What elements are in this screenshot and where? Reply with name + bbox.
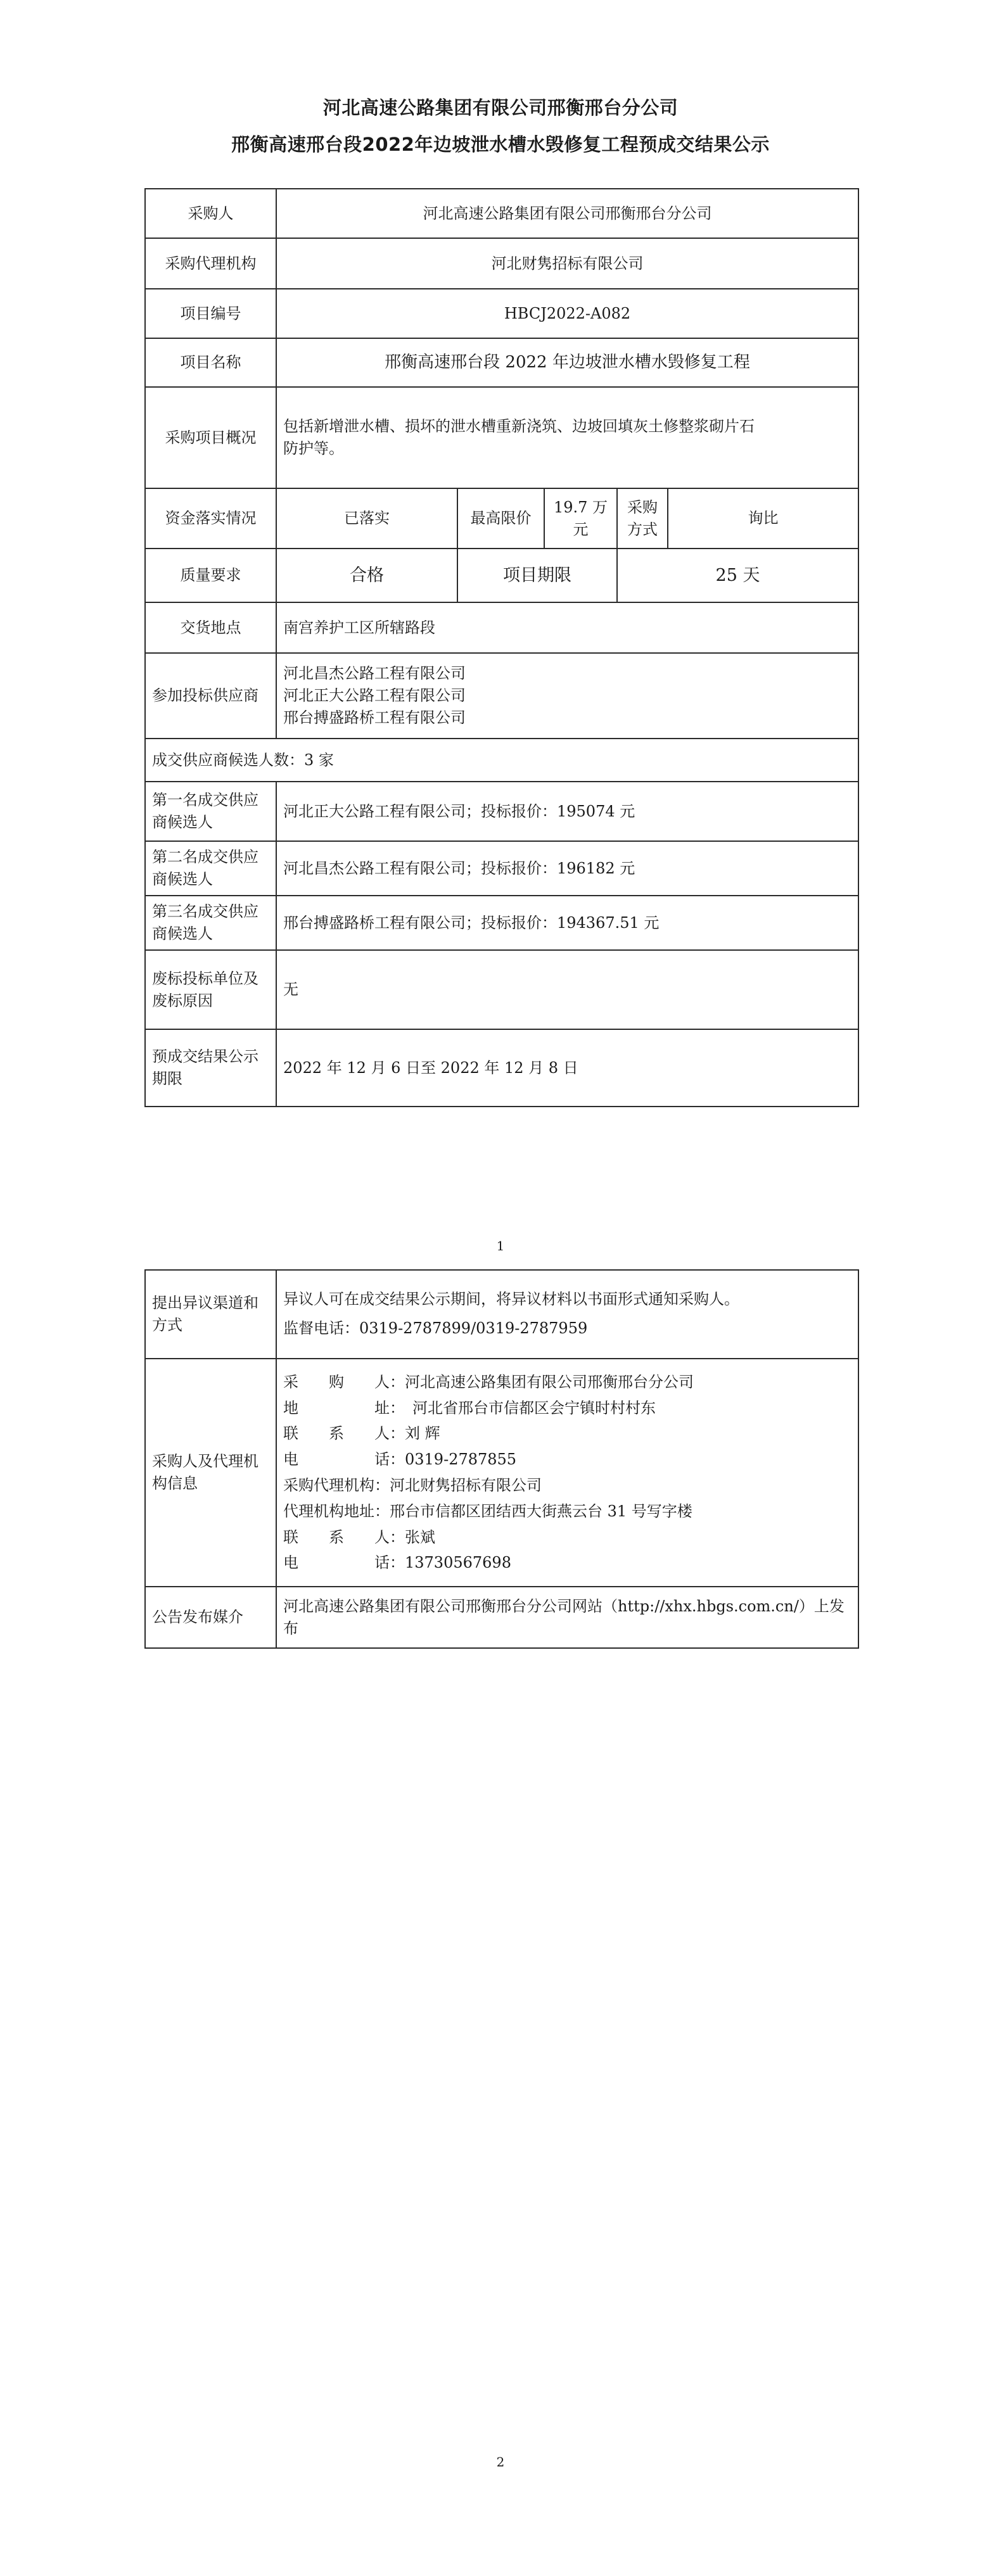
second-candidate-value: 河北昌杰公路工程有限公司；投标报价：196182 元 (276, 841, 858, 896)
row-funding (145, 488, 858, 549)
overview-label: 采购项目概况 (145, 387, 276, 488)
project-name-label: 项目名称 (145, 338, 276, 387)
media-label: 公告发布媒介 (145, 1587, 276, 1648)
third-candidate-value: 邢台搏盛路桥工程有限公司；投标报价：194367.51 元 (276, 896, 858, 950)
row-second-candidate (145, 841, 858, 896)
publicity-label: 预成交结果公示期限 (145, 1029, 276, 1107)
contact-key: 电 话： (283, 1450, 405, 1469)
contact-line (283, 1447, 851, 1473)
agency-value: 河北财隽招标有限公司 (276, 238, 858, 289)
contact-key: 联 系 人： (283, 1528, 405, 1546)
bidders-list (276, 653, 858, 739)
agency-label: 采购代理机构 (145, 238, 276, 289)
row-project-no (145, 289, 858, 338)
bidders-label: 参加投标供应商 (145, 653, 276, 739)
contact-line (283, 1525, 851, 1551)
row-bidders (145, 653, 858, 739)
contact-value: 刘 辉 (405, 1424, 440, 1443)
contact-line (283, 1550, 851, 1576)
objection-text: 异议人可在成交结果公示期间，将异议材料以书面形式通知采购人。 (283, 1290, 739, 1309)
row-publicity-period (145, 1029, 858, 1107)
supervision-phone: 监督电话：0319-2787899/0319-2787959 (283, 1319, 588, 1337)
row-purchaser (145, 189, 858, 238)
period-value: 25 天 (617, 549, 858, 602)
row-delivery (145, 602, 858, 653)
first-candidate-label: 第一名成交供应商候选人 (145, 782, 276, 841)
page-number: 1 (496, 1238, 505, 1253)
row-contacts (145, 1359, 858, 1587)
contact-value: 河北省邢台市信都区会宁镇时村村东 (397, 1399, 656, 1417)
candidate-count: 成交供应商候选人数：3 家 (145, 739, 858, 782)
second-candidate-label: 第二名成交供应商候选人 (145, 841, 276, 896)
row-media (145, 1587, 858, 1648)
result-table (144, 188, 859, 1107)
contact-key: 地 址： (283, 1399, 397, 1417)
project-no-label: 项目编号 (145, 289, 276, 338)
invalid-bids-label: 废标投标单位及废标原因 (145, 950, 276, 1029)
delivery-value: 南宫养护工区所辖路段 (276, 602, 858, 653)
third-candidate-label: 第三名成交供应商候选人 (145, 896, 276, 950)
contact-key: 电 话： (283, 1554, 405, 1572)
funding-label: 资金落实情况 (145, 488, 276, 549)
method-label: 采购方式 (617, 488, 668, 549)
info-table (144, 1269, 859, 1649)
row-first-candidate (145, 782, 858, 841)
contact-value: 邢台市信都区团结西大街燕云台 31 号写字楼 (390, 1502, 692, 1520)
funding-value: 已落实 (276, 488, 457, 549)
quality-label: 质量要求 (145, 549, 276, 602)
purchaser-value: 河北高速公路集团有限公司邢衡邢台分公司 (276, 189, 858, 238)
delivery-label: 交货地点 (145, 602, 276, 653)
row-quality (145, 549, 858, 602)
contact-line (283, 1499, 851, 1525)
contact-line (283, 1473, 851, 1499)
contact-value: 张斌 (405, 1528, 435, 1546)
contact-value: 河北高速公路集团有限公司邢衡邢台分公司 (405, 1373, 694, 1391)
method-value: 询比 (668, 488, 858, 549)
contact-key: 代理机构地址： (283, 1502, 390, 1520)
publicity-value: 2022 年 12 月 6 日至 2022 年 12 月 8 日 (276, 1029, 858, 1107)
max-price-label: 最高限价 (457, 488, 544, 549)
project-no-value: HBCJ2022-A082 (276, 289, 858, 338)
overview-value: 包括新增泄水槽、损坏的泄水槽重新浇筑、边坡回填灰土修整浆砌片石防护等。 (276, 387, 858, 488)
first-candidate-value: 河北正大公路工程有限公司；投标报价：195074 元 (276, 782, 858, 841)
quality-value: 合格 (276, 549, 457, 602)
bidder-item: 邢台搏盛路桥工程有限公司 (283, 708, 466, 726)
document-subtitle: 邢衡高速邢台段2022年边坡泄水槽水毁修复工程预成交结果公示 (231, 134, 770, 155)
contact-line (283, 1369, 851, 1395)
row-agency (145, 238, 858, 289)
contact-value: 0319-2787855 (405, 1450, 517, 1469)
purchaser-label: 采购人 (145, 189, 276, 238)
invalid-bids-value: 无 (276, 950, 858, 1029)
max-price-value: 19.7 万元 (544, 488, 617, 549)
contact-key: 采购代理机构： (283, 1476, 390, 1494)
project-name-value: 邢衡高速邢台段 2022 年边坡泄水槽水毁修复工程 (276, 338, 858, 387)
contact-line (283, 1421, 851, 1447)
bidder-item: 河北昌杰公路工程有限公司 (283, 664, 466, 683)
contacts-list (276, 1359, 858, 1587)
document-title: 河北高速公路集团有限公司邢衡邢台分公司 (322, 97, 679, 118)
row-project-name (145, 338, 858, 387)
row-objection (145, 1270, 858, 1359)
objection-value (276, 1270, 858, 1359)
row-overview (145, 387, 858, 488)
row-third-candidate (145, 896, 858, 950)
row-candidate-count (145, 739, 858, 782)
contact-line (283, 1395, 851, 1421)
contact-key: 采 购 人： (283, 1373, 405, 1391)
page-number: 2 (496, 2454, 505, 2470)
contacts-label: 采购人及代理机构信息 (145, 1359, 276, 1587)
objection-label: 提出异议渠道和方式 (145, 1270, 276, 1359)
row-invalid-bids (145, 950, 858, 1029)
contact-value: 13730567698 (405, 1554, 511, 1572)
period-label: 项目期限 (457, 549, 617, 602)
contact-key: 联 系 人： (283, 1424, 405, 1443)
contact-value: 河北财隽招标有限公司 (390, 1476, 542, 1494)
media-value: 河北高速公路集团有限公司邢衡邢台分公司网站（http://xhx.hbgs.com.cn/）上发布 (276, 1587, 858, 1648)
bidder-item: 河北正大公路工程有限公司 (283, 687, 466, 705)
